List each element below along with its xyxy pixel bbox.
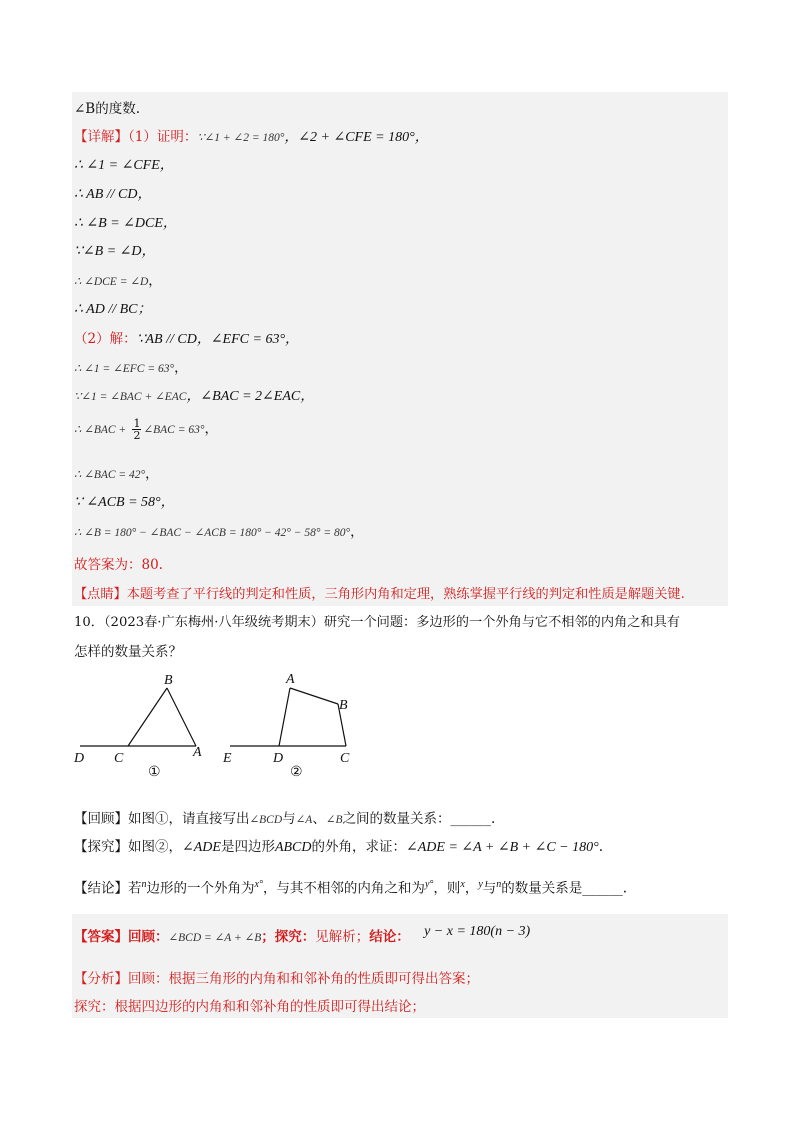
answer-line: 【答案】回顾：∠BCD = ∠A + ∠B；探究：见解析；结论： y − x = 180(n − 3) [74,924,531,945]
figure-quadrilateral [220,668,360,778]
step-line: ∴ ∠BAC = 42°， [74,466,159,482]
question-line: 10．（2023春·广东梅州·八年级统考期末）研究一个问题：多边形的一个外角与它不相邻的内角之和具有 [74,615,680,630]
label-C: C [340,751,350,766]
answer-line: 故答案为：80. [74,557,163,573]
label-B: B [164,673,173,688]
text-line: ∠B的度数. [74,101,141,117]
review-line: 【回顾】如图①，请直接写出∠BCD与∠A、∠B之间的数量关系：______. [74,811,496,827]
label-E: E [223,751,232,766]
label-A: A [286,672,295,687]
label-D: D [273,751,284,766]
figure-triangle [72,668,212,778]
analysis-line: 【分析】回顾：根据三角形的内角和和邻补角的性质即可得出答案； [74,971,479,987]
comment-line: 【点睛】本题考查了平行线的判定和性质，三角形内角和定理，熟练掌握平行线的判定和性质是解题关键. [74,587,685,602]
label-A: A [193,745,202,760]
figure-number: ① [148,765,161,778]
step-line: ∴ ∠1 = ∠CFE， [74,158,174,173]
step-line: ∵∠1 = ∠BAC + ∠EAC，∠BAC = 2∠EAC， [74,389,315,404]
detail-line: 【详解】（1）证明：∵∠1 + ∠2 = 180°，∠2 + ∠CFE = 180°， [74,129,429,145]
step-line: ∵∠B = ∠D， [74,244,156,259]
label-C: C [114,751,124,766]
step-line: ∴ AB // CD， [74,187,152,202]
figure-number: ② [290,765,303,778]
conclusion-line: 【结论】若$^n$边形的一个外角为$^{x^\circ}$，与其不相邻的内角之和为$^{y^\circ}$，则$^x$，$^y$与$^n$的数量关系是______. [74,879,628,897]
step-line: ∴ ∠DCE = ∠D， [74,273,162,289]
fraction: $\frac{1}{2}$ [133,417,141,442]
step-line: ∴ ∠B = 180° − ∠BAC − ∠ACB = 180° − 42° − 58° = 80°， [74,524,364,540]
label-D: D [74,751,85,766]
detail-label: 【详解】（1）证明： [74,129,198,145]
step-line: ∴ ∠1 = ∠EFC = 63°， [74,360,188,376]
label-B: B [339,698,348,713]
analysis-line: 探究：根据四边形的内角和和邻补角的性质即可得出结论； [74,999,425,1015]
step-line: ∴ AD // BC； [74,302,152,317]
step-line: ∵ ∠ACB = 58°， [74,495,175,510]
step-line: ∴ ∠BAC + $\frac{1}{2}$ ∠BAC = 63°， [74,417,218,442]
explore-line: 【探究】如图②，∠ADE是四边形ABCD的外角，求证：∠ADE = ∠A + ∠B + ∠C − 180°. [74,839,604,855]
part2-line: （2）解：∵AB // CD，∠EFC = 63°， [74,331,300,347]
question-line: 怎样的数量关系？ [74,644,182,660]
step-line: ∴ ∠B = ∠DCE， [74,216,177,231]
